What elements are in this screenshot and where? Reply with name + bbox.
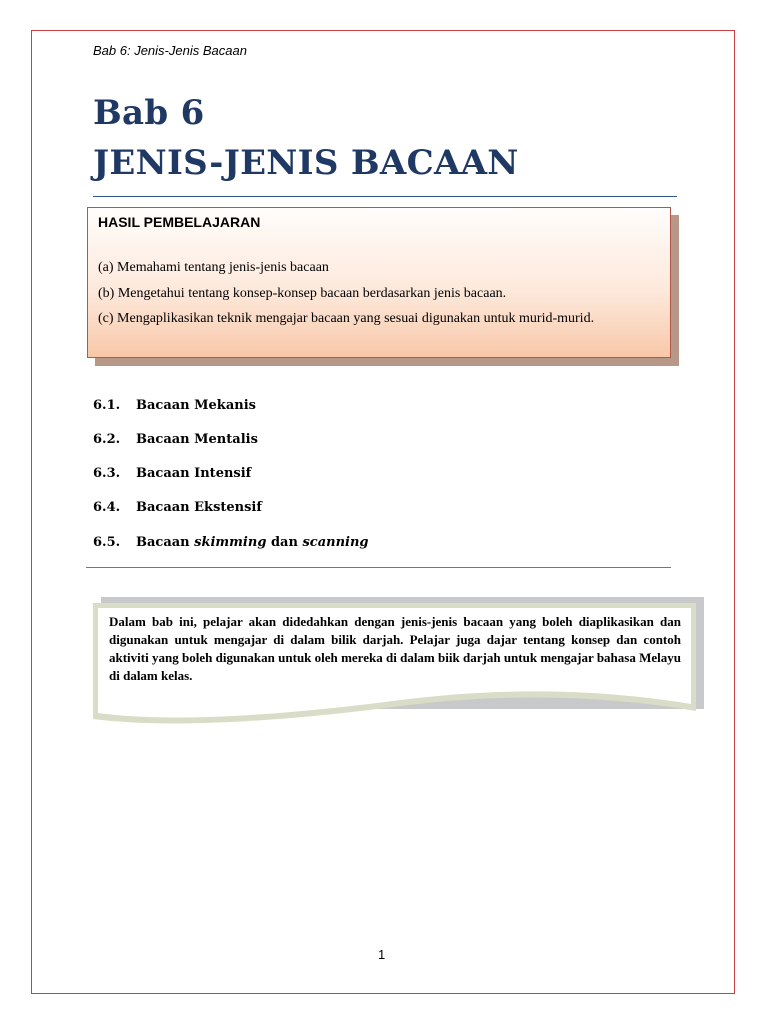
chapter-name: JENIS-JENIS BACAAN <box>93 143 519 183</box>
learning-outcomes-heading: HASIL PEMBELAJARAN <box>98 214 261 230</box>
section-title-prefix: Bacaan <box>136 535 190 550</box>
chapter-title <box>93 88 519 188</box>
section-number: 6.5. <box>93 535 121 550</box>
section-title: Bacaan Mekanis <box>136 398 256 413</box>
page-number: 1 <box>378 947 386 962</box>
learning-outcomes-box <box>87 207 671 358</box>
chapter-number: Bab 6 <box>93 93 205 133</box>
title-divider <box>93 196 677 197</box>
section-item <box>93 500 262 515</box>
intro-paragraph: Dalam bab ini, pelajar akan didedahkan dengan jenis-jenis bacaan yang boleh diaplikasikan dan digunakan untuk mengajar di dalam bilik darjah. Pelajar juga dajar tentang konsep dan contoh aktiviti yang boleh digunakan untuk oleh mereka di dalam biik darjah untuk mengajar bahasa Melayu di dalam kelas. <box>109 614 681 683</box>
section-title <box>136 535 369 550</box>
intro-callout <box>93 603 696 733</box>
section-number: 6.4. <box>93 500 121 515</box>
running-header: Bab 6: Jenis-Jenis Bacaan <box>93 43 247 58</box>
learning-outcome-item: (b) Mengetahui tentang konsep-konsep bacaan berdasarkan jenis bacaan. <box>98 286 507 301</box>
section-list-divider <box>86 567 671 568</box>
section-item <box>93 398 256 413</box>
section-title-skimming: skimming <box>194 535 267 550</box>
section-number: 6.1. <box>93 398 121 413</box>
section-number: 6.3. <box>93 466 121 481</box>
section-title-conjunction: dan <box>270 535 298 550</box>
section-title: Bacaan Mentalis <box>136 432 258 447</box>
section-title-scanning: scanning <box>302 535 369 550</box>
section-number: 6.2. <box>93 432 121 447</box>
section-title: Bacaan Intensif <box>136 466 252 481</box>
section-item <box>93 535 369 550</box>
learning-outcome-item: (a) Memahami tentang jenis-jenis bacaan <box>98 260 329 275</box>
section-title: Bacaan Ekstensif <box>136 500 262 515</box>
learning-outcome-item: (c) Mengaplikasikan teknik mengajar bacaan yang sesuai digunakan untuk murid-murid. <box>98 311 595 326</box>
section-item <box>93 432 258 447</box>
section-item <box>93 466 251 481</box>
